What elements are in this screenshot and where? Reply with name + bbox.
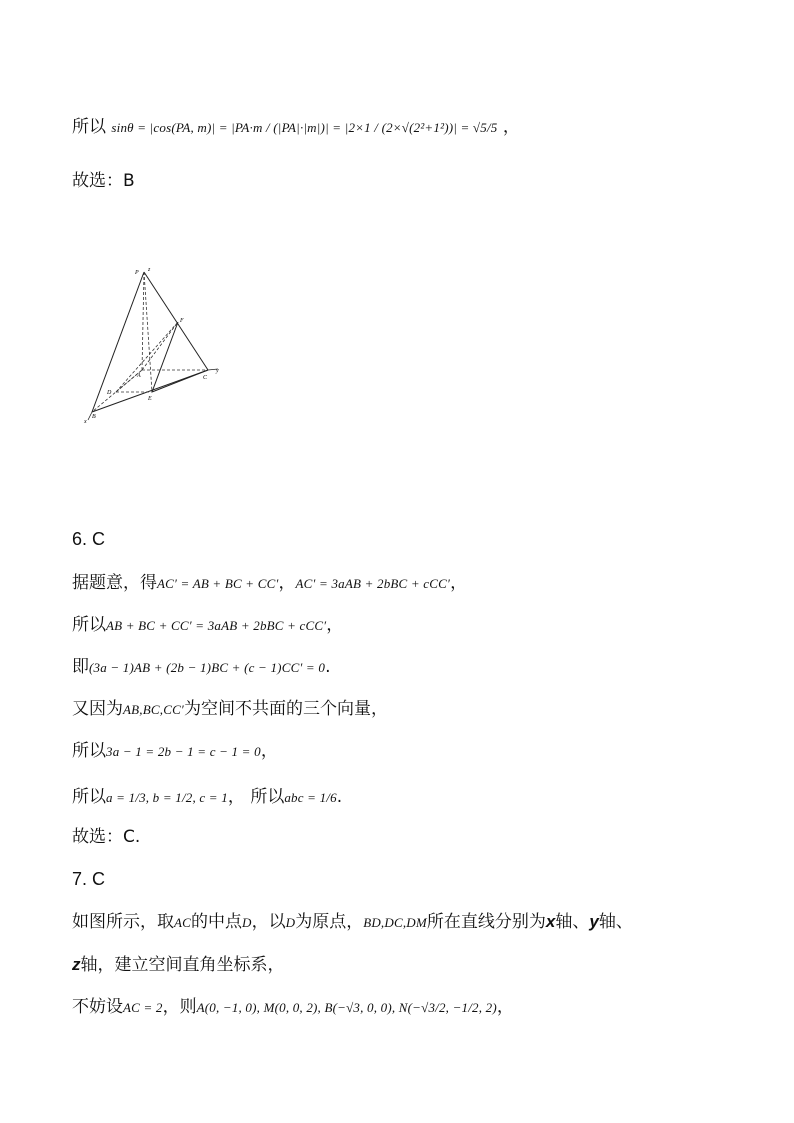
text: . [336,787,343,807]
edge-af [142,322,178,370]
text: 又因为 [72,699,123,719]
text: ， [260,741,278,761]
q7-line2 [72,954,285,976]
q7-line1 [72,911,633,934]
q7-heading: 7. C [72,869,106,889]
text: ， [278,573,296,593]
axis-y-label: y [589,912,599,931]
formula-zero: (3a − 1)AB + (2b − 1)BC + (c − 1)CC′ = 0 [89,660,326,675]
formula-d-origin: D [285,915,296,930]
edge-pc [144,272,208,370]
q7-line3 [72,996,514,1019]
label-z: z [148,267,151,273]
answer-c: 故选：C. [72,827,141,847]
text: 所以 [72,787,106,807]
text: . [325,657,331,677]
formula-coordinates: A(0, −1, 0), M(0, 0, 2), B(−√3, 0, 0), N(−√3/2, −1/2, 2) [196,1000,497,1015]
text: 轴、 [555,912,590,932]
text: 轴，建立空间直角坐标系， [80,955,285,975]
edge-pa [142,272,144,370]
formula-abc: abc = 1/6 [284,790,337,805]
label-b: B [92,414,96,420]
text: 的中点 [191,912,243,932]
axis-x-label: x [545,912,556,931]
formula-values: a = 1/3, b = 1/2, c = 1 [106,790,228,805]
solution-line-sin [72,116,520,139]
edge-pb [92,272,144,412]
q6-line1 [72,572,467,595]
text: ， [326,615,344,635]
formula-ac-2: AC = 2 [123,1000,163,1015]
text: 如图所示，取 [72,912,174,932]
formula-ac: AC [174,915,192,930]
label-a: A [137,373,141,379]
text: 不妨设 [72,997,123,1017]
text: 据题意，得 [72,573,157,593]
formula-d: D [242,915,252,930]
edge-ef [152,322,178,392]
text-suffix: ， [502,117,520,137]
q6-line6 [72,786,342,809]
text: 即 [72,657,89,677]
label-c: C [203,375,208,381]
text: 轴、 [598,912,633,932]
label-p: P [135,270,139,276]
formula-lines: BD,DC,DM [363,915,427,930]
text: 所以 [72,615,106,635]
text: ， [496,997,514,1017]
text: 为空间不共面的三个向量， [183,699,388,719]
formula-vectors: AB,BC,CC′ [123,702,184,717]
text: 为原点， [295,912,364,932]
text-prefix: 所以 [72,117,106,137]
q6-line3 [72,656,330,679]
edge-ec [152,370,208,392]
text: 所以 [72,741,106,761]
edge-df [116,322,178,392]
text: ，以 [251,912,286,932]
label-e: E [148,396,152,402]
tetrahedron-figure [80,262,230,430]
q6-line2 [72,614,343,637]
q6-line5 [72,740,278,763]
formula-sin-theta: sinθ = |cos(PA, m)| = |PA·m / (|PA|·|m|)| = |2×1 / (2×√(2²+1²))| = √5/5 [111,120,498,135]
formula-system: 3a − 1 = 2b − 1 = c − 1 = 0 [106,744,261,759]
label-f: F [180,318,184,324]
text: ，则 [162,997,197,1017]
answer-b: 故选：B [72,171,135,191]
q6-line4 [72,698,388,721]
formula-ac-coeff: AC′ = 3aAB + 2bBC + cCC′ [295,576,451,591]
text: ， [450,573,468,593]
q6-heading: 6. C [72,529,106,549]
text: ， 所以 [227,787,285,807]
edge-pe [144,272,152,392]
label-x: x [84,419,87,425]
label-y: y [216,368,219,374]
formula-ac-sum: AC′ = AB + BC + CC′ [157,576,279,591]
text: 所在直线分别为 [426,912,546,932]
axis-z-label: z [72,955,81,974]
formula-equal: AB + BC + CC′ = 3aAB + 2bBC + cCC′ [106,618,327,633]
label-d: D [107,390,112,396]
